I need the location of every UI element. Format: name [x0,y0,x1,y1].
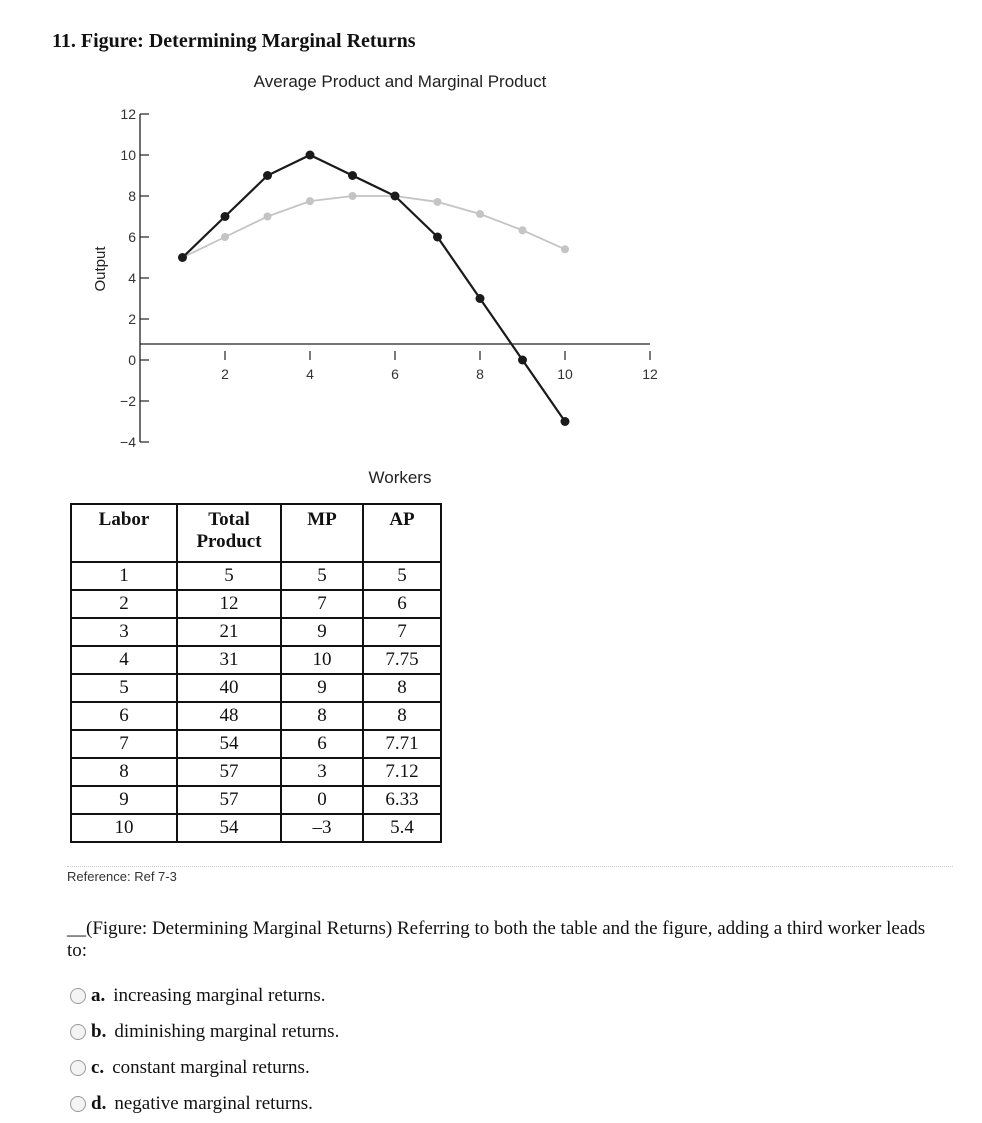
table-cell: 12 [177,590,281,618]
answer-options [70,978,339,1122]
x-tick-label: 2 [221,366,229,382]
series-mp [178,151,570,427]
y-axis-label: Output [92,246,109,292]
table-cell: 7 [363,618,441,646]
table-cell: 1 [71,562,177,590]
table-row [71,646,441,674]
y-tick-label: −2 [120,393,136,409]
table-cell: 3 [281,758,363,786]
data-point-ap [264,213,272,221]
data-point-mp [433,233,442,242]
data-point-mp [476,294,485,303]
table-cell: 9 [281,674,363,702]
y-tick-label: 6 [128,229,136,245]
radio-icon[interactable] [70,1096,86,1112]
table-body [71,562,441,842]
data-point-ap [561,245,569,253]
x-tick-label: 6 [391,366,399,382]
x-axis-ticks [221,351,658,382]
data-point-ap [349,192,357,200]
table-cell: 3 [71,618,177,646]
table-cell: 6 [281,730,363,758]
option-letter: c. [91,1057,105,1078]
option-b[interactable] [70,1014,339,1050]
table-cell: 7.75 [363,646,441,674]
radio-icon[interactable] [70,1024,86,1040]
table-cell: 5 [177,562,281,590]
series-line-ap [183,196,566,258]
question-text: __(Figure: Determining Marginal Returns) Referring to both the table and the figure, adding a third worker leads to: [67,918,926,961]
table-cell: 6 [363,590,441,618]
table-cell: 7 [281,590,363,618]
data-point-ap [519,226,527,234]
marginal-returns-chart [80,62,680,492]
table-cell: 8 [281,702,363,730]
chart-title: Average Product and Marginal Product [253,72,547,91]
data-point-mp [263,171,272,180]
series-line-mp [183,155,566,422]
radio-icon[interactable] [70,988,86,1004]
data-point-ap [476,210,484,218]
header-labor: Labor [71,504,177,562]
y-tick-label: 8 [128,188,136,204]
data-point-ap [306,197,314,205]
option-d[interactable] [70,1086,339,1122]
option-a[interactable] [70,978,339,1014]
table-cell: 4 [71,646,177,674]
table-cell: 5 [363,562,441,590]
table-cell: 7.12 [363,758,441,786]
y-tick-label: 4 [128,270,136,286]
y-axis-ticks [120,106,149,450]
table-row [71,786,441,814]
option-text: diminishing marginal returns. [114,1021,340,1042]
data-point-mp [348,171,357,180]
y-tick-label: 2 [128,311,136,327]
y-tick-label: −4 [120,434,136,450]
header-total-product: Total Product [177,504,281,562]
x-tick-label: 12 [642,366,658,382]
table-cell: 9 [281,618,363,646]
data-point-mp [391,192,400,201]
table-cell: 40 [177,674,281,702]
radio-icon[interactable] [70,1060,86,1076]
table-row [71,758,441,786]
table-row [71,618,441,646]
data-point-ap [434,198,442,206]
y-tick-label: 12 [120,106,136,122]
table-cell: 9 [71,786,177,814]
table-cell: 6.33 [363,786,441,814]
table-cell: 8 [363,702,441,730]
option-text: constant marginal returns. [112,1057,310,1078]
table-row [71,674,441,702]
table-row [71,590,441,618]
question-heading: 11. Figure: Determining Marginal Returns [52,30,416,52]
option-text: increasing marginal returns. [113,985,326,1006]
table-cell: 48 [177,702,281,730]
table-row [71,702,441,730]
option-c[interactable] [70,1050,339,1086]
table-cell: 2 [71,590,177,618]
table-cell: 8 [363,674,441,702]
x-tick-label: 8 [476,366,484,382]
table-cell: 7.71 [363,730,441,758]
table-header-row [71,504,441,562]
table-cell: 8 [71,758,177,786]
table-cell: 21 [177,618,281,646]
header-mp: MP [281,504,363,562]
option-letter: d. [91,1093,107,1114]
reference-label: Reference: Ref 7-3 [67,866,953,884]
series-layer [178,151,570,427]
data-point-mp [306,151,315,160]
table-cell: 5.4 [363,814,441,842]
option-letter: b. [91,1021,107,1042]
table-cell: 57 [177,786,281,814]
table-cell: 54 [177,814,281,842]
header-ap: AP [363,504,441,562]
series-ap [179,192,570,262]
table-cell: 5 [281,562,363,590]
table-cell: 0 [281,786,363,814]
data-point-mp [518,356,527,365]
table-cell: 10 [71,814,177,842]
table-cell: 54 [177,730,281,758]
y-tick-label: 10 [120,147,136,163]
table-row [71,562,441,590]
data-point-mp [178,253,187,262]
y-tick-label: 0 [128,352,136,368]
table-cell: 6 [71,702,177,730]
table-cell: 5 [71,674,177,702]
x-axis-label: Workers [368,468,432,487]
data-point-mp [561,417,570,426]
table-cell: 31 [177,646,281,674]
table-cell: 10 [281,646,363,674]
table-row [71,814,441,842]
table-cell: 57 [177,758,281,786]
production-table [70,503,442,843]
x-tick-label: 10 [557,366,573,382]
data-point-mp [221,212,230,221]
x-tick-label: 4 [306,366,314,382]
table-cell: 7 [71,730,177,758]
option-text: negative marginal returns. [114,1093,313,1114]
table-cell: –3 [281,814,363,842]
data-point-ap [221,233,229,241]
table-row [71,730,441,758]
option-letter: a. [91,985,106,1006]
